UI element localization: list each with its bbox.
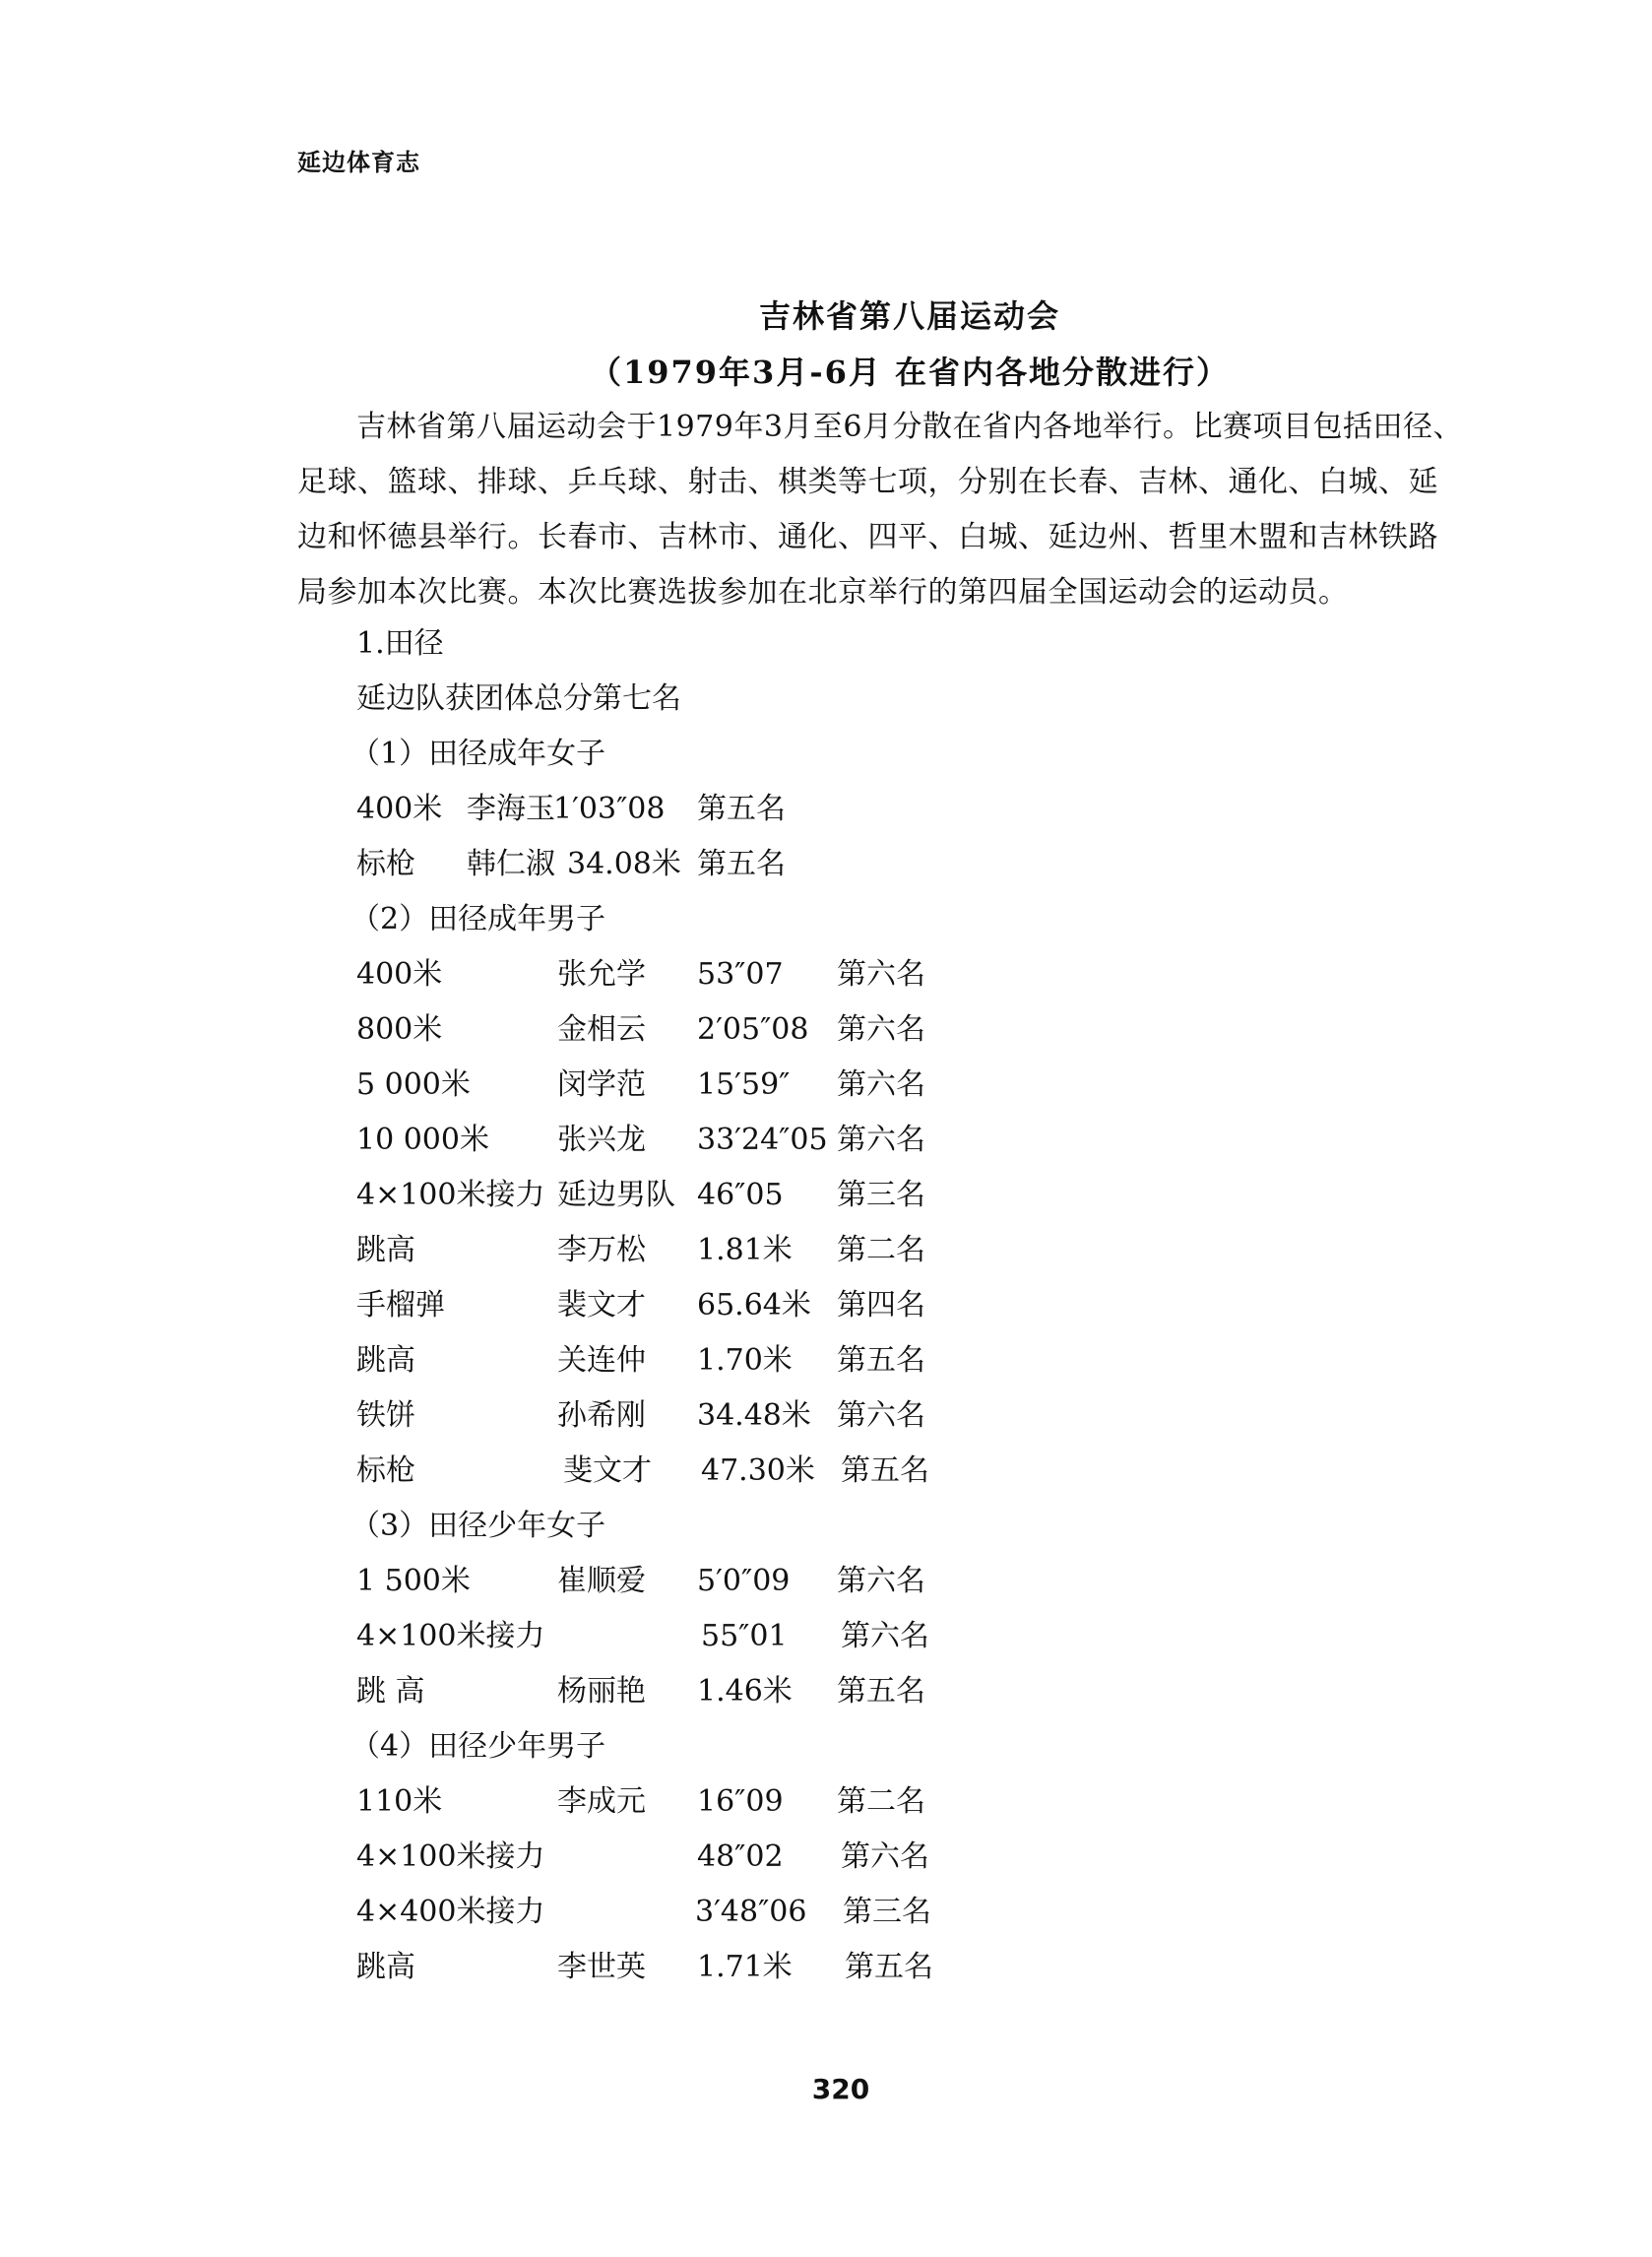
result-cell: 1′03″08 — [553, 792, 666, 826]
event-cell: 跳高 — [356, 1343, 415, 1378]
place-cell: 第四名 — [837, 1288, 925, 1322]
place-cell: 第六名 — [841, 1839, 929, 1874]
athlete-cell: 崔顺爱 — [557, 1564, 646, 1598]
running-header: 延边体育志 — [297, 149, 420, 176]
athlete-cell: 李海玉 — [467, 792, 555, 826]
athlete-cell: 李世英 — [557, 1950, 646, 1984]
result-cell: 34.08米 — [567, 847, 681, 881]
result-cell: 16″09 — [697, 1784, 784, 1819]
page-subtitle: （1979年3月-6月 在省内各地分散进行） — [589, 354, 1231, 391]
athlete-cell: 延边男队 — [557, 1178, 675, 1212]
group-heading: （1）田径成年女子 — [350, 737, 606, 771]
place-cell: 第五名 — [837, 1343, 925, 1378]
event-cell: 5 000米 — [356, 1067, 471, 1102]
event-cell: 10 000米 — [356, 1123, 489, 1157]
athlete-cell: 关连仲 — [557, 1343, 646, 1378]
result-cell: 48″02 — [697, 1839, 784, 1874]
athlete-cell: 金相云 — [557, 1012, 646, 1047]
event-cell: 跳高 — [356, 1233, 415, 1267]
event-cell: 1 500米 — [356, 1564, 471, 1598]
athlete-cell: 李成元 — [557, 1784, 646, 1819]
place-cell: 第六名 — [837, 1123, 925, 1157]
event-cell: 铁饼 — [356, 1398, 415, 1433]
group-heading: （2）田径成年男子 — [350, 902, 606, 936]
intro-line: 局参加本次比赛。本次比赛选拔参加在北京举行的第四届全国运动会的运动员。 — [297, 575, 1349, 610]
place-cell: 第五名 — [697, 792, 786, 826]
place-cell: 第六名 — [837, 1398, 925, 1433]
event-cell: 跳高 — [356, 1950, 415, 1984]
athlete-cell: 斐文才 — [563, 1453, 652, 1488]
result-cell: 1.46米 — [697, 1674, 793, 1709]
result-cell: 5′0″09 — [697, 1564, 791, 1598]
page-title: 吉林省第八届运动会 — [758, 297, 1060, 335]
result-cell: 46″05 — [697, 1178, 784, 1212]
team-result: 延边队获团体总分第七名 — [356, 681, 681, 716]
event-cell: 4×100米接力 — [356, 1839, 545, 1874]
event-cell: 800米 — [356, 1012, 443, 1047]
result-cell: 53″07 — [697, 957, 784, 992]
intro-paragraph — [297, 400, 1479, 620]
result-cell: 65.64米 — [697, 1288, 811, 1322]
group-heading: （4）田径少年男子 — [350, 1729, 606, 1764]
athlete-cell: 张允学 — [557, 957, 646, 992]
result-cell: 34.48米 — [697, 1398, 811, 1433]
result-cell: 33′24″05 — [697, 1123, 828, 1157]
event-cell: 标枪 — [356, 1453, 415, 1488]
place-cell: 第五名 — [697, 847, 786, 881]
athlete-cell: 杨丽艳 — [557, 1674, 646, 1709]
athlete-cell: 裴文才 — [557, 1288, 646, 1322]
athlete-cell: 孙希刚 — [557, 1398, 646, 1433]
section-title: 1.田径 — [356, 626, 444, 661]
page-number: 320 — [811, 2073, 870, 2105]
event-cell: 400米 — [356, 792, 443, 826]
result-cell: 1.70米 — [697, 1343, 793, 1378]
event-cell: 跳 高 — [356, 1674, 425, 1709]
result-cell: 2′05″08 — [697, 1012, 809, 1047]
intro-line: 边和怀德县举行。长春市、吉林市、通化、四平、白城、延边州、哲里木盟和吉林铁路 — [297, 520, 1438, 554]
athlete-cell: 李万松 — [557, 1233, 646, 1267]
athlete-cell: 闵学范 — [557, 1067, 646, 1102]
place-cell: 第二名 — [837, 1784, 925, 1819]
event-cell: 4×400米接力 — [356, 1895, 545, 1929]
athlete-cell: 张兴龙 — [557, 1123, 646, 1157]
intro-line: 吉林省第八届运动会于1979年3月至6月分散在省内各地举行。比赛项目包括田径、 — [356, 410, 1464, 444]
place-cell: 第五名 — [837, 1674, 925, 1709]
intro-line: 足球、篮球、排球、乒乓球、射击、棋类等七项，分别在长春、吉林、通化、白城、延 — [297, 465, 1438, 499]
place-cell: 第三名 — [843, 1895, 931, 1929]
result-cell: 1.81米 — [697, 1233, 793, 1267]
place-cell: 第六名 — [841, 1619, 929, 1653]
event-cell: 手榴弹 — [356, 1288, 445, 1322]
place-cell: 第六名 — [837, 957, 925, 992]
group-heading: （3）田径少年女子 — [350, 1509, 606, 1543]
result-cell: 1.71米 — [697, 1950, 793, 1984]
place-cell: 第五名 — [845, 1950, 933, 1984]
place-cell: 第二名 — [837, 1233, 925, 1267]
place-cell: 第六名 — [837, 1012, 925, 1047]
event-cell: 110米 — [356, 1784, 443, 1819]
result-cell: 55″01 — [701, 1619, 788, 1653]
event-cell: 4×100米接力 — [356, 1178, 545, 1212]
result-cell: 3′48″06 — [695, 1895, 807, 1929]
event-cell: 400米 — [356, 957, 443, 992]
event-cell: 标枪 — [356, 847, 415, 881]
result-cell: 15′59″ — [697, 1067, 791, 1102]
place-cell: 第六名 — [837, 1564, 925, 1598]
result-cell: 47.30米 — [701, 1453, 815, 1488]
place-cell: 第三名 — [837, 1178, 925, 1212]
place-cell: 第五名 — [841, 1453, 929, 1488]
event-cell: 4×100米接力 — [356, 1619, 545, 1653]
place-cell: 第六名 — [837, 1067, 925, 1102]
athlete-cell: 韩仁淑 — [467, 847, 555, 881]
